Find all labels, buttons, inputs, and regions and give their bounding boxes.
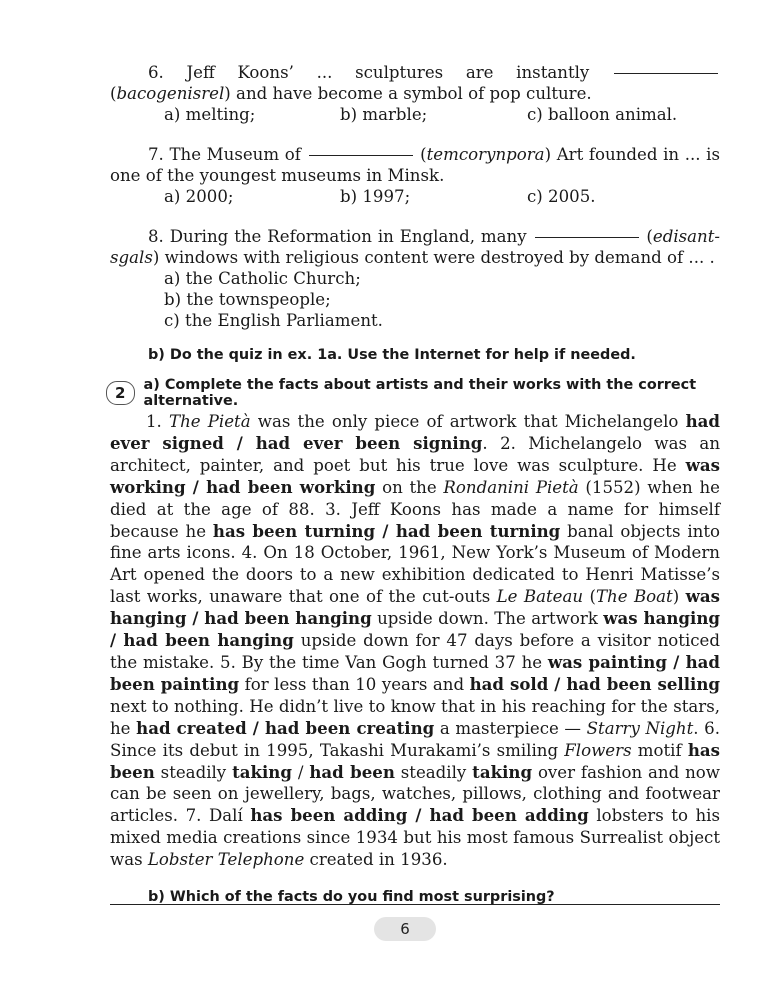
alternative-choice[interactable]: was working / had been working [110, 454, 720, 497]
task-1b-instruction: b) Do the quiz in ex. 1a. Use the Internet for help if needed. [148, 347, 636, 363]
task-2-header [106, 377, 720, 409]
answer-options [110, 268, 720, 331]
quiz-question-7: 7. The Museum of (temcorynpora) Art founded in ... is one of the youngest museums in Minsk. a) 2000; b) 1997; c) 2005. [110, 145, 721, 206]
alternative-choice[interactable]: was hanging / had been hanging [110, 586, 720, 629]
question-text: Art founded in ... is one of the youngest museums in Minsk. [110, 145, 721, 185]
question-text: 7. The Museum of [148, 145, 301, 164]
answer-options [110, 186, 720, 207]
alternative-choice[interactable]: had ever signed / had ever been signing [110, 411, 720, 453]
answer-options [110, 104, 720, 125]
option-b[interactable]: b) 1997; [340, 187, 411, 206]
alternative-choice[interactable]: has been [110, 739, 720, 782]
option-b[interactable]: b) marble; [340, 105, 428, 124]
alternative-choice[interactable]: had sold / had been selling [469, 673, 721, 694]
alternative-choice[interactable]: was hanging / had been hanging [110, 608, 720, 651]
question-text: windows with religious content were destroyed by demand of ... . [164, 248, 715, 267]
page-content [110, 62, 720, 919]
alternative-choice[interactable]: was painting / had been painting [110, 651, 720, 694]
alternative-choice[interactable]: taking [232, 761, 292, 782]
question-text: 6. Jeff Koons’ ... sculptures are instantly [148, 63, 590, 82]
page-number: 6 [374, 917, 436, 941]
answer-blank[interactable] [535, 236, 639, 238]
answer-blank[interactable] [614, 72, 718, 74]
option-c[interactable]: c) balloon animal. [527, 105, 678, 124]
option-c[interactable]: c) 2005. [527, 187, 596, 206]
answer-blank[interactable] [309, 154, 413, 156]
option-a[interactable]: a) 2000; [164, 187, 234, 206]
scrambled-word-hint: edisant-sgals [110, 227, 721, 267]
scrambled-word-hint: bacogenisrel [116, 84, 225, 103]
option-b[interactable]: b) the townspeople; [164, 290, 331, 309]
option-a[interactable]: a) the Catholic Church; [164, 269, 361, 288]
alternative-choice[interactable]: has been adding / had been adding [250, 805, 589, 826]
alternative-choice[interactable]: taking [472, 761, 533, 782]
task-2b-instruction: b) Which of the facts do you find most surprising? [148, 889, 555, 906]
footer-divider [110, 904, 720, 905]
alternative-choice[interactable]: has been turning / had been turning [212, 520, 561, 541]
exercise-number-badge: 2 [106, 381, 135, 405]
alternative-choice[interactable]: had created / had been creating [136, 717, 435, 738]
scrambled-word-hint: temcorynpora [426, 145, 545, 164]
alternative-choice[interactable]: had been [309, 761, 395, 782]
quiz-question-8: 8. During the Reformation in England, many (edisant-sgals) windows with religious content were destroyed by demand of ... . a) the Catholic Church; b) the townspeople; c) the English Parliament. [110, 227, 721, 330]
question-text: and have become a symbol of pop culture. [236, 84, 592, 103]
task-2-paragraph: 1. The Pietà was the only piece of artwork that Michelangelo had ever signed / had ever been signing. 2. Michelangelo was an architect, painter, and poet but his true love was sculpture. He was working / had been working on the Rondanini Pietà (1552) when he died at the age of 88. 3. Jeff Koons has made a name for himself because he has been turning / had been turning banal objects into fine arts icons. 4. On 18 October, 1961, New York’s Museum of Modern Art opened the doors to a new exhibition dedicated to Henri Matisse’s last works, unaware that one of the cut-outs Le Bateau (The Boat) was hanging / had been hanging upside down. The artwork was hanging / had been hanging upside down for 47 days before a visitor noticed the mistake. 5. By the time Van Gogh turned 37 he was painting / had been painting for less than 10 years and had sold / had been selling next to nothing. He didn’t live to know that in his reaching for the stars, he had created / had been creating a masterpiece — Starry Night. 6. Since its debut in 1995, Takashi Murakami’s smiling Flowers motif has been steadily taking / had been steadily taking over fashion and now can be seen on jewellery, bags, watches, pillows, clothing and footwear articles. 7. Dalí has been adding / had been adding lobsters to his mixed media creations since 1934 but his most famous Surrealist object was Lobster Telephone created in 1936. [110, 411, 721, 870]
option-a[interactable]: a) melting; [164, 105, 256, 124]
option-c[interactable]: c) the English Parliament. [164, 311, 383, 330]
quiz-question-6: 6. Jeff Koons’ ... sculptures are instantly (bacogenisrel) and have become a symbol of pop culture. a) melting; b) marble; c) balloon animal. [110, 62, 720, 125]
task-2a-instruction: a) Complete the facts about artists and their works with the correct alternative. [143, 377, 697, 409]
question-text: 8. During the Reformation in England, many [148, 227, 527, 246]
